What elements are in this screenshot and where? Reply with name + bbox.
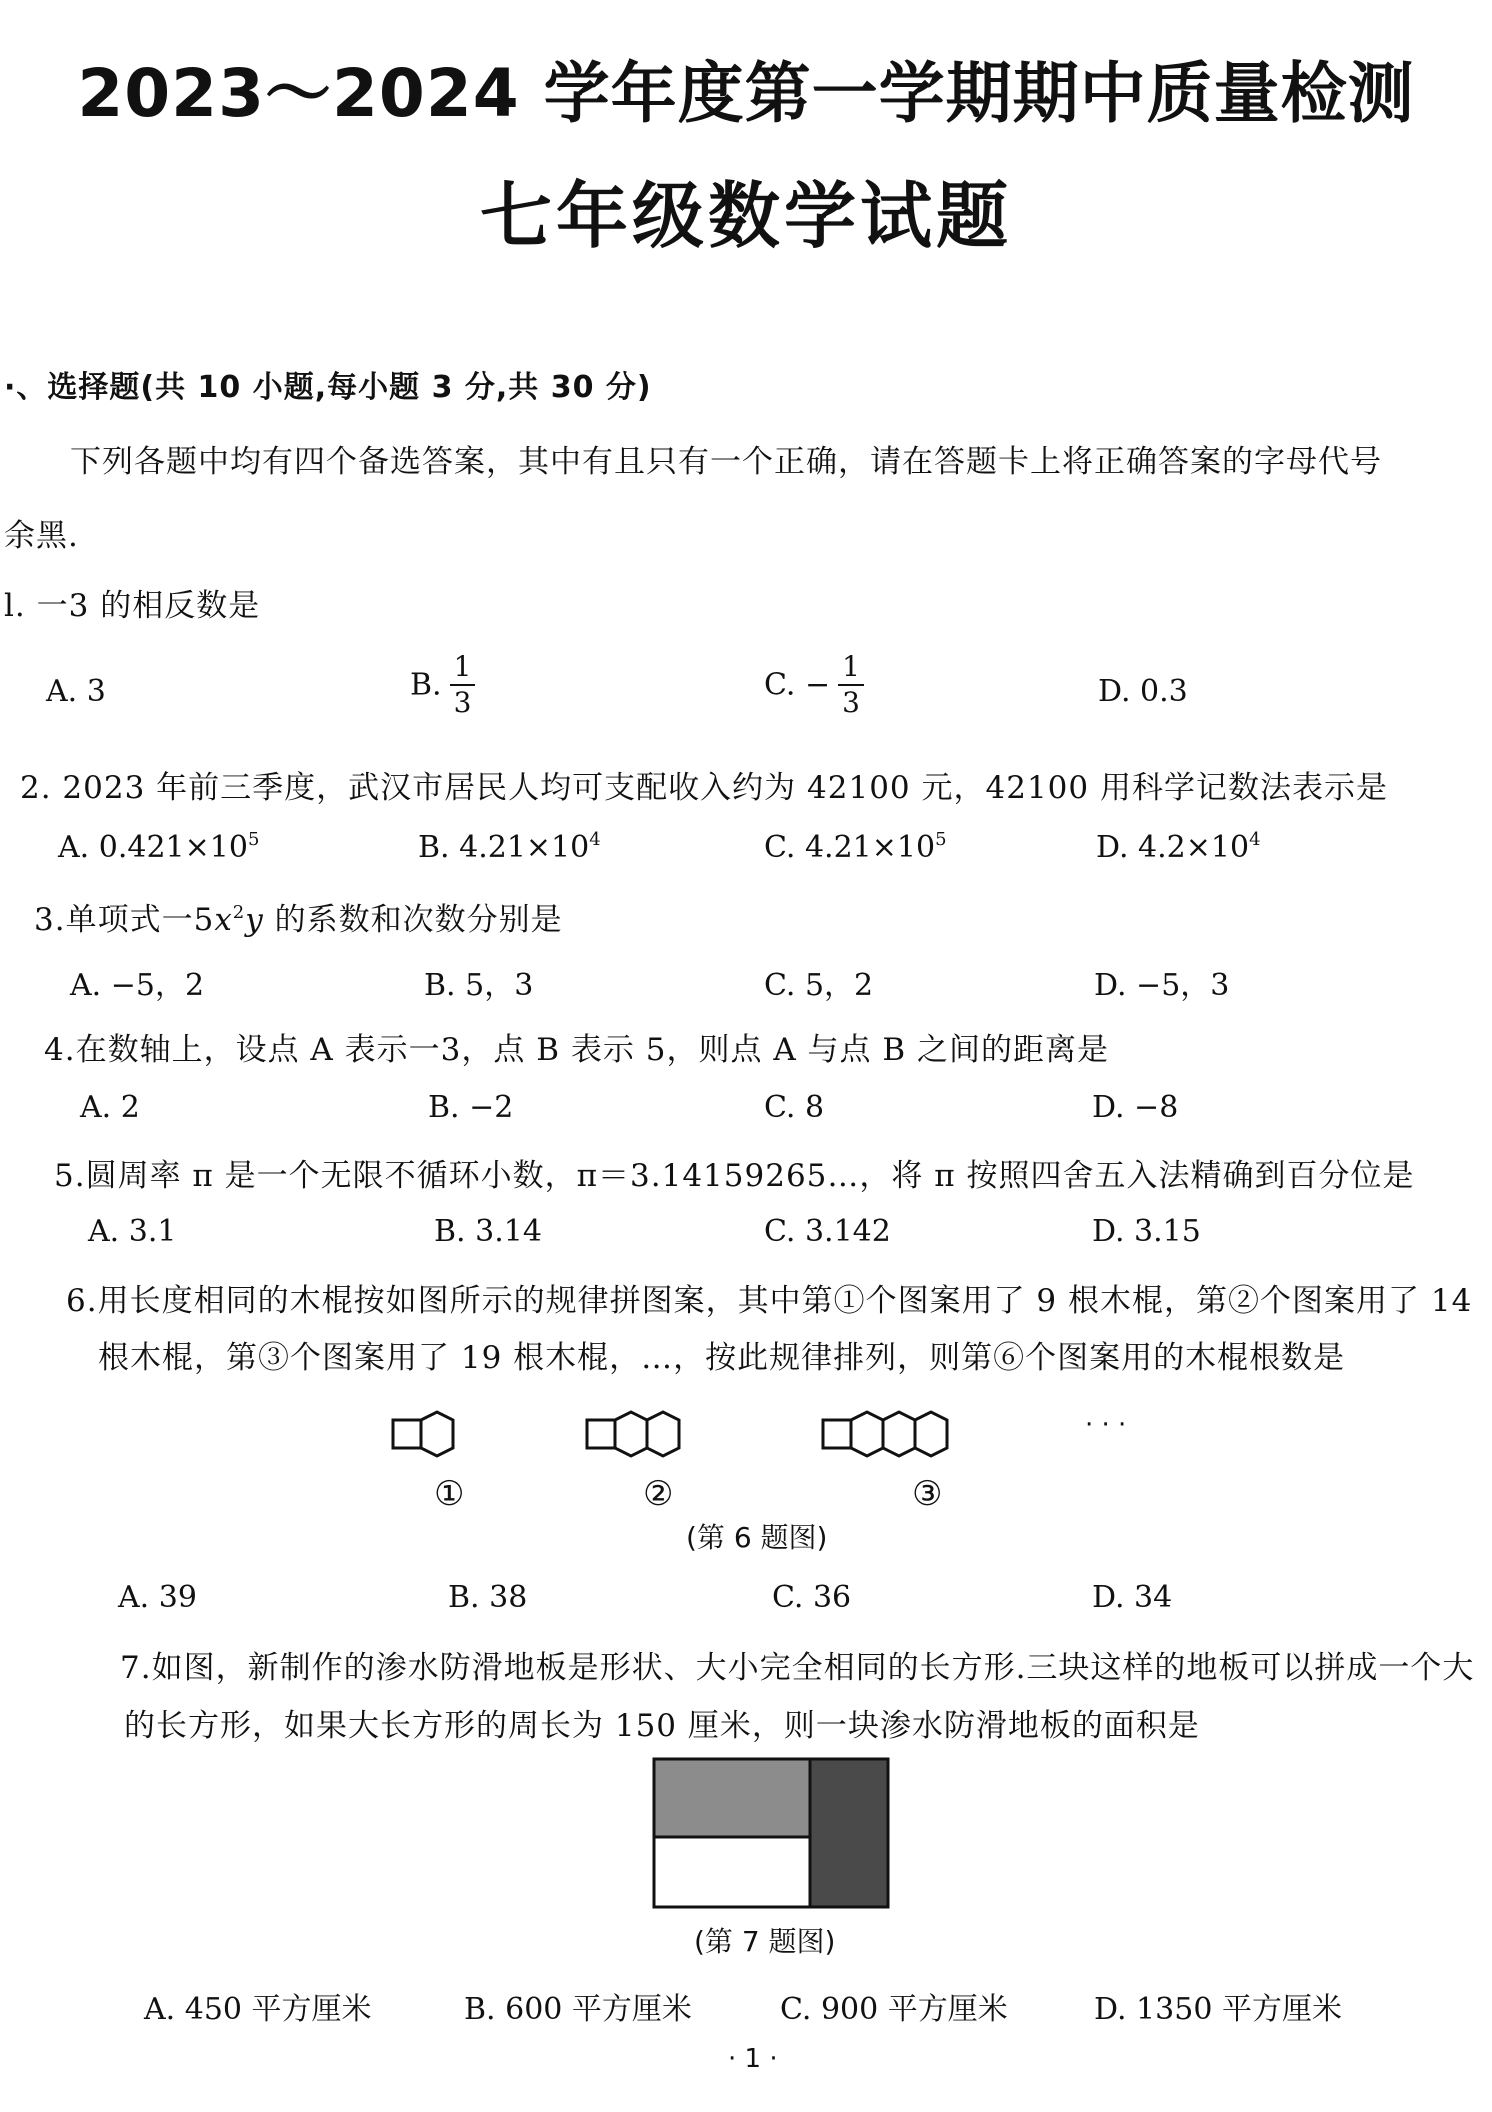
q6-option-b: B. 38 — [448, 1580, 528, 1615]
q2-option-d: D. $4.2\times 10^4$ — [1096, 829, 1261, 865]
q7-option-b: B. 600 平方厘米 — [464, 1992, 692, 2027]
q6-ellipsis: · · · — [1085, 1410, 1127, 1440]
q6-stem-line1: 6.用长度相同的木棍按如图所示的规律拼图案，其中第①个图案用了 9 根木棍，第②个图案用了 14 — [66, 1283, 1473, 1319]
q2-option-a: A. $0.421\times 10^5$ — [58, 829, 260, 865]
q7-option-c: C. 900 平方厘米 — [780, 1992, 1008, 2027]
q5-option-d: D. 3.15 — [1092, 1214, 1201, 1249]
page-number: · 1 · — [728, 2044, 778, 2074]
q5-option-a: A. 3.1 — [88, 1214, 177, 1249]
q2-option-c: C. $4.21\times 10^5$ — [764, 829, 947, 865]
q2-option-b: B. $4.21\times 10^4$ — [418, 829, 601, 865]
pattern-3 — [823, 1412, 947, 1456]
q7-figure — [650, 1755, 910, 1915]
tile-bottom-left — [654, 1837, 810, 1907]
q5-option-c: C. 3.142 — [764, 1214, 891, 1249]
q1-option-d: D. 0.3 — [1098, 674, 1188, 709]
section-heading: ·、选择题(共 10 小题,每小题 3 分,共 30 分) — [4, 370, 652, 405]
q4-option-d: D. −8 — [1092, 1090, 1179, 1125]
q2-stem: 2. 2023 年前三季度，武汉市居民人均可支配收入约为 42100 元，42100 用科学记数法表示是 — [20, 770, 1388, 806]
q6-figure — [380, 1395, 1140, 1475]
q1-option-c: C. − $\frac{1}{3}$ — [764, 650, 864, 720]
q3-stem: 3.单项式一$5x^2y$ 的系数和次数分别是 — [34, 902, 563, 938]
q4-option-c: C. 8 — [764, 1090, 825, 1125]
q1-option-b: B. $\frac{1}{3}$ — [410, 650, 475, 720]
q5-option-b: B. 3.14 — [434, 1214, 542, 1249]
pattern-1 — [393, 1412, 453, 1456]
q1-stem: l. 一3 的相反数是 — [4, 588, 261, 624]
q6-option-d: D. 34 — [1092, 1580, 1173, 1615]
q6-label-1: ① — [434, 1474, 465, 1514]
q7-stem-line1: 7.如图，新制作的渗水防滑地板是形状、大小完全相同的长方形.三块这样的地板可以拼成一个大 — [120, 1650, 1475, 1686]
q7-option-a: A. 450 平方厘米 — [144, 1992, 372, 2027]
instructions-line1: 下列各题中均有四个备选答案，其中有且只有一个正确，请在答题卡上将正确答案的字母代号 — [70, 444, 1382, 480]
q4-option-b: B. −2 — [428, 1090, 514, 1125]
exam-subtitle: 七年级数学试题 — [479, 174, 1012, 258]
tile-top-left — [654, 1759, 810, 1837]
q4-option-a: A. 2 — [80, 1090, 140, 1125]
q4-stem: 4.在数轴上，设点 A 表示一3，点 B 表示 5，则点 A 与点 B 之间的距离是 — [44, 1032, 1110, 1068]
q7-caption: (第 7 题图) — [694, 1925, 836, 1958]
q3-option-a: A. −5，2 — [70, 968, 205, 1003]
q6-label-2: ② — [643, 1474, 674, 1514]
q3-option-b: B. 5，3 — [424, 968, 534, 1003]
q6-caption: (第 6 题图) — [686, 1521, 828, 1554]
q1-option-a: A. 3 — [46, 674, 106, 709]
q7-stem-line2: 的长方形，如果大长方形的周长为 150 厘米，则一块渗水防滑地板的面积是 — [124, 1708, 1200, 1744]
q5-stem: 5.圆周率 π 是一个无限不循环小数，π＝3.14159265…，将 π 按照四舍五入法精确到百分位是 — [54, 1158, 1415, 1194]
instructions-line2: 余黑. — [4, 518, 79, 554]
q3-option-c: C. 5，2 — [764, 968, 874, 1003]
q6-label-3: ③ — [912, 1474, 943, 1514]
pattern-2 — [587, 1412, 679, 1456]
q7-option-d: D. 1350 平方厘米 — [1094, 1992, 1342, 2027]
q6-option-a: A. 39 — [118, 1580, 197, 1615]
q3-option-d: D. −5，3 — [1094, 968, 1230, 1003]
exam-title: 2023～2024 学年度第一学期期中质量检测 — [77, 55, 1415, 132]
tile-right — [810, 1759, 888, 1907]
q6-stem-line2: 根木棍，第③个图案用了 19 根木棍，…，按此规律排列，则第⑥个图案用的木棍根数是 — [98, 1340, 1346, 1376]
q6-option-c: C. 36 — [772, 1580, 852, 1615]
